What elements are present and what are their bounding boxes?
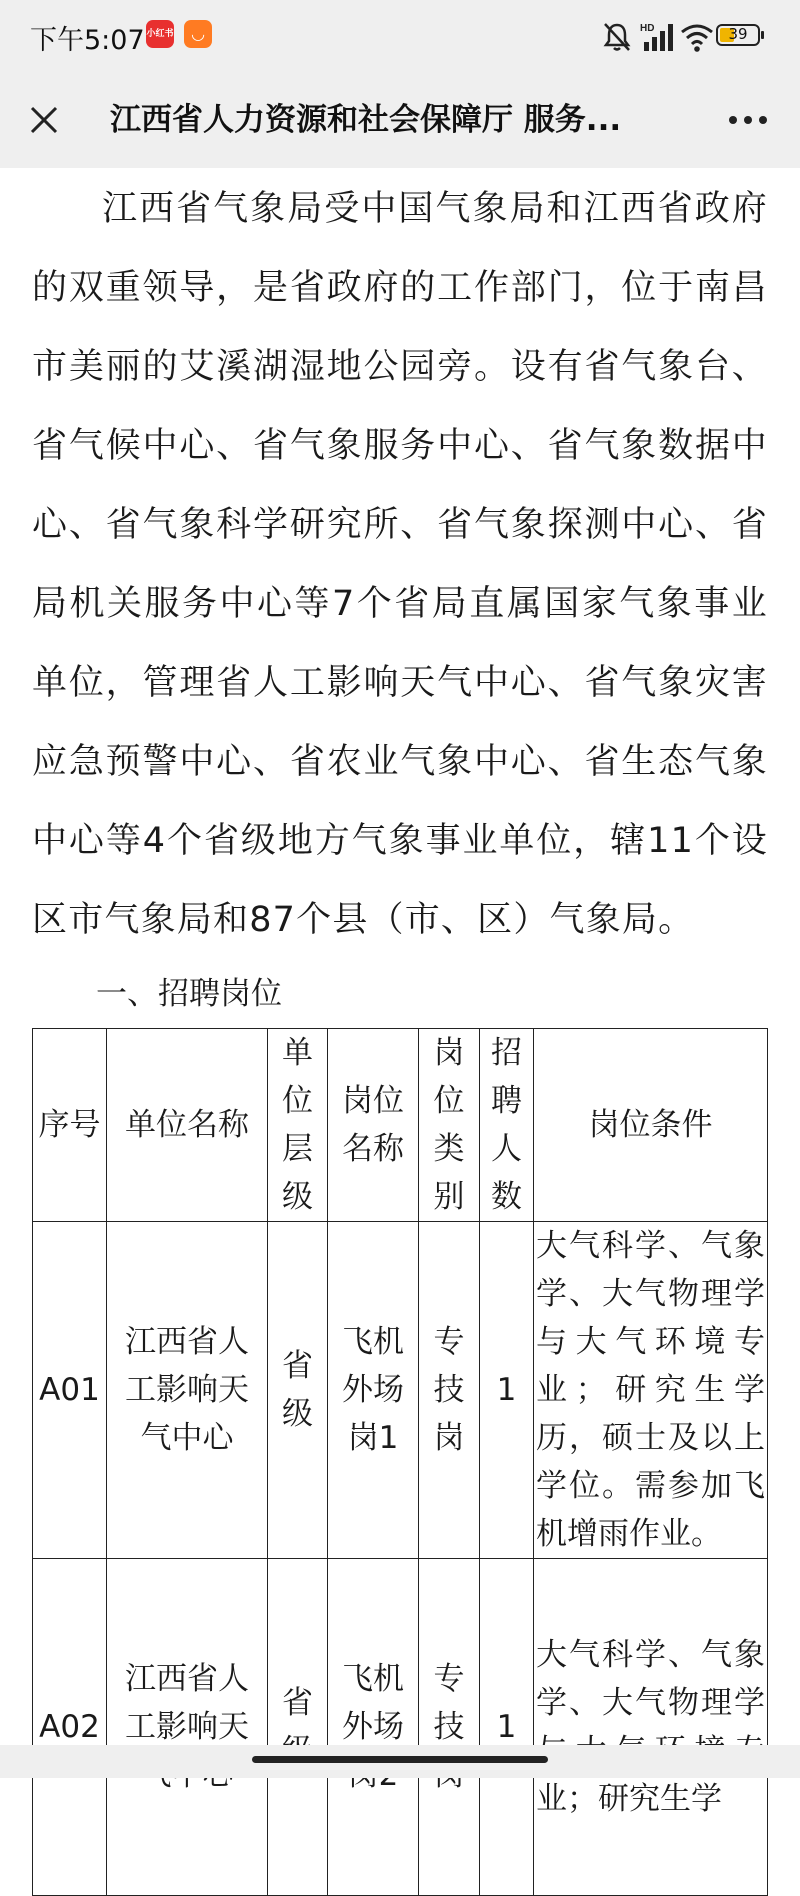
battery-icon <box>716 24 760 46</box>
cell-cond: 大气科学、气象学、大气物理学与大气环境专业；研究生学历，硕士及以上学位。需参加飞机增雨作业。 <box>534 1222 768 1559</box>
page-title: 江西省人力资源和社会保障厅 服务... <box>110 102 622 138</box>
cell-name <box>328 1222 419 1559</box>
hd-label: HD <box>640 23 655 34</box>
status-icons <box>600 18 770 54</box>
cell-count: 1 <box>480 1222 534 1559</box>
cell-unit-text: 江西省人工影响天气中心 <box>125 1324 249 1456</box>
cell-unit <box>107 1559 268 1896</box>
cell-name-text: 飞机外场岗1 <box>342 1324 404 1456</box>
status-bar <box>0 0 800 72</box>
home-indicator[interactable] <box>252 1756 548 1763</box>
cell-seq: A02 <box>33 1559 107 1896</box>
header-name <box>328 1029 419 1222</box>
battery-level: 39 <box>728 25 748 43</box>
header-count-text: 招聘人数 <box>491 1035 522 1215</box>
wifi-icon <box>680 20 714 54</box>
cell-level-text: 省 <box>282 1685 313 1721</box>
header-seq: 序号 <box>33 1029 107 1222</box>
cell-type <box>419 1559 480 1896</box>
header-unit: 单位名称 <box>107 1029 268 1222</box>
cell-seq: A01 <box>33 1222 107 1559</box>
cell-name-text: 飞机外场 <box>342 1661 404 1745</box>
header-count <box>480 1029 534 1222</box>
cell-cond: 大气科学、气象学、大气物理学 业；研究生学 <box>534 1559 768 1896</box>
more-icon <box>728 115 768 125</box>
table-row <box>33 1222 768 1559</box>
cell-count: 1 <box>480 1559 534 1896</box>
article-body <box>32 168 768 1016</box>
status-time: 下午5:07 <box>30 25 145 56</box>
cellular-signal-icon <box>640 20 680 54</box>
xiaohongshu-app-icon: 小红书 <box>146 20 174 48</box>
close-button[interactable] <box>18 94 70 146</box>
cell-level <box>268 1559 328 1896</box>
header-name-text: 岗位名称 <box>342 1083 404 1167</box>
cell-unit <box>107 1222 268 1559</box>
shopping-app-icon: ◡ <box>184 20 212 48</box>
gesture-area <box>0 1745 800 1778</box>
header-level <box>268 1029 328 1222</box>
table-row <box>33 1559 768 1896</box>
close-icon <box>29 105 59 135</box>
intro-paragraph: 江西省气象局受中国气象局和江西省政府的双重领导，是省政府的工作部门，位于南昌市美丽的艾溪湖湿地公园旁。设有省气象台、省气候中心、省气象服务中心、省气象数据中心、省气象科学研究所、省气象探测中心、省局机关服务中心等7个省局直属国家气象事业单位，管理省人工影响天气中心、省气象灾害应急预警中心、省农业气象中心、省生态气象中心等4个省级地方气象事业单位，辖11个设区市气象局和87个县（市、区）气象局。 <box>32 189 768 940</box>
more-options-button[interactable] <box>718 96 778 144</box>
cell-level <box>268 1222 328 1559</box>
cell-name <box>328 1559 419 1896</box>
cell-type-text: 专技 <box>433 1661 465 1745</box>
mute-icon <box>600 20 634 54</box>
header-type-text: 岗位类别 <box>433 1035 465 1215</box>
header-level-text: 单位层级 <box>282 1035 313 1215</box>
table-header-row <box>33 1029 768 1222</box>
header-cond: 岗位条件 <box>534 1029 768 1222</box>
nav-bar <box>0 72 800 168</box>
header-type <box>419 1029 480 1222</box>
cell-type <box>419 1222 480 1559</box>
section-heading: 一、招聘岗位 <box>96 976 282 1012</box>
cell-unit-text: 江西省人工影响天 <box>125 1661 249 1745</box>
cell-level-text: 省级 <box>282 1348 313 1432</box>
cell-type-text: 专技岗 <box>433 1324 465 1456</box>
